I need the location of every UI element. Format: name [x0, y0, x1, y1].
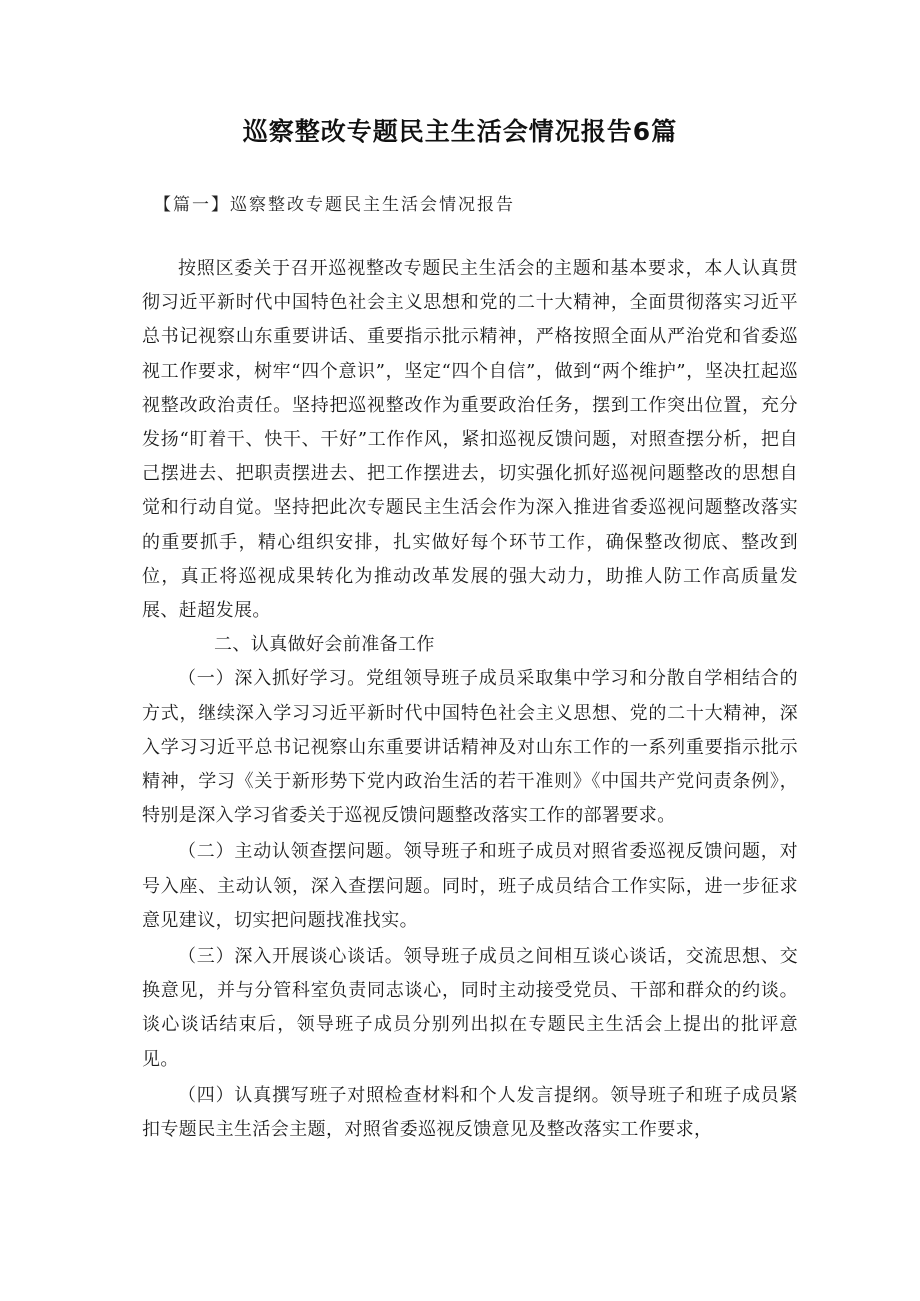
paragraph-problems: （二）主动认领查摆问题。领导班子和班子成员对照省委巡视反馈问题，对号入座、主动认领，深入查摆问题。同时，班子成员结合工作实际，进一步征求意见建议，切实把问题找准找实。: [142, 841, 798, 931]
paragraph-talks: （三）深入开展谈心谈话。领导班子成员之间相互谈心谈话，交流思想、交换意见，并与分管科室负责同志谈心，同时主动接受党员、干部和群众的约谈。谈心谈话结束后，领导班子成员分别列出拟在专题民主生活会上提出的批评意见。: [142, 946, 798, 1070]
document-body: [142, 252, 798, 1147]
paragraph-intro: 按照区委关于召开巡视整改专题民主生活会的主题和基本要求，本人认真贯彻习近平新时代中国特色社会主义思想和党的二十大精神，全面贯彻落实习近平总书记视察山东重要讲话、重要指示批示精神，严格按照全面从严治党和省委巡视工作要求，树牢“四个意识”，坚定“四个自信”，做到“两个维护”，坚决扛起巡视整改政治责任。坚持把巡视整改作为重要政治任务，摆到工作突出位置，充分发扬“盯着干、快干、干好”工作作风，紧扣巡视反馈问题，对照查摆分析，把自己摆进去、把职责摆进去、把工作摆进去，切实强化抓好巡视问题整改的思想自觉和行动自觉。坚持把此次专题民主生活会作为深入推进省委巡视问题整改落实的重要抓手，精心组织安排，扎实做好每个环节工作，确保整改彻底、整改到位，真正将巡视成果转化为推动改革发展的强大动力，助推人防工作高质量发展、赶超发展。: [142, 258, 798, 622]
paragraph-study: （一）深入抓好学习。党组领导班子成员采取集中学习和分散自学相结合的方式，继续深入学习习近平新时代中国特色社会主义思想、党的二十大精神，深入学习习近平总书记视察山东重要讲话精神及对山东工作的一系列重要指示批示精神，学习《关于新形势下党内政治生活的若干准则》《中国共产党问责条例》，特别是深入学习省委关于巡视反馈问题整改落实工作的部署要求。: [142, 668, 798, 827]
section-subtitle: 【篇一】巡察整改专题民主生活会情况报告: [154, 195, 515, 215]
section-heading: 二、认真做好会前准备工作: [214, 634, 435, 656]
document-title: 巡察整改专题民主生活会情况报告6篇: [242, 117, 678, 146]
paragraph-materials: （四）认真撰写班子对照检查材料和个人发言提纲。领导班子和班子成员紧扣专题民主生活会主题，对照省委巡视反馈意见及整改落实工作要求，: [142, 1084, 798, 1141]
